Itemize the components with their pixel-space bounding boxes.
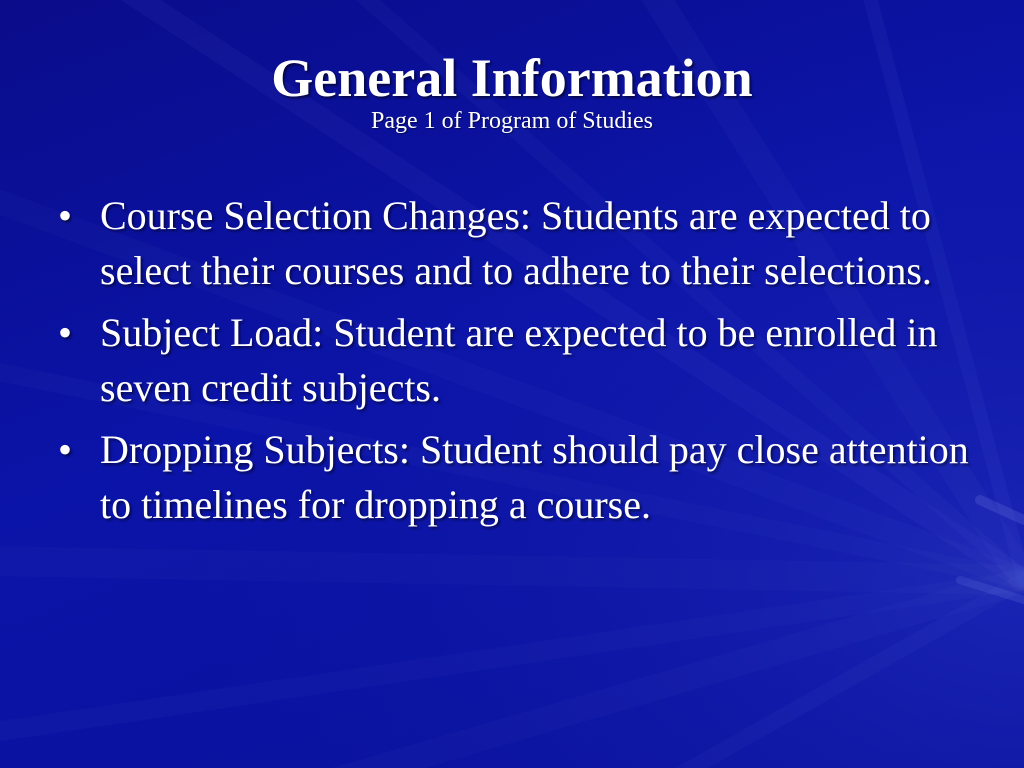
slide-subtitle: Page 1 of Program of Studies <box>371 108 653 134</box>
bullet-marker: • <box>58 310 73 355</box>
bullet-marker: • <box>58 427 73 472</box>
bullet-text: Dropping Subjects: Student should pay close attention to timelines for dropping a course. <box>100 427 969 527</box>
bullet-text: Subject Load: Student are expected to be enrolled in seven credit subjects. <box>100 310 938 410</box>
bullet-list <box>58 188 978 539</box>
bullet-item <box>58 422 978 532</box>
bullet-text: Course Selection Changes: Students are expected to select their courses and to adhere to their selections. <box>100 193 932 293</box>
title-block <box>0 48 1024 136</box>
bullet-marker: • <box>58 193 73 238</box>
slide-title: General Information <box>271 48 753 108</box>
bullet-item <box>58 188 978 298</box>
bullet-item <box>58 305 978 415</box>
